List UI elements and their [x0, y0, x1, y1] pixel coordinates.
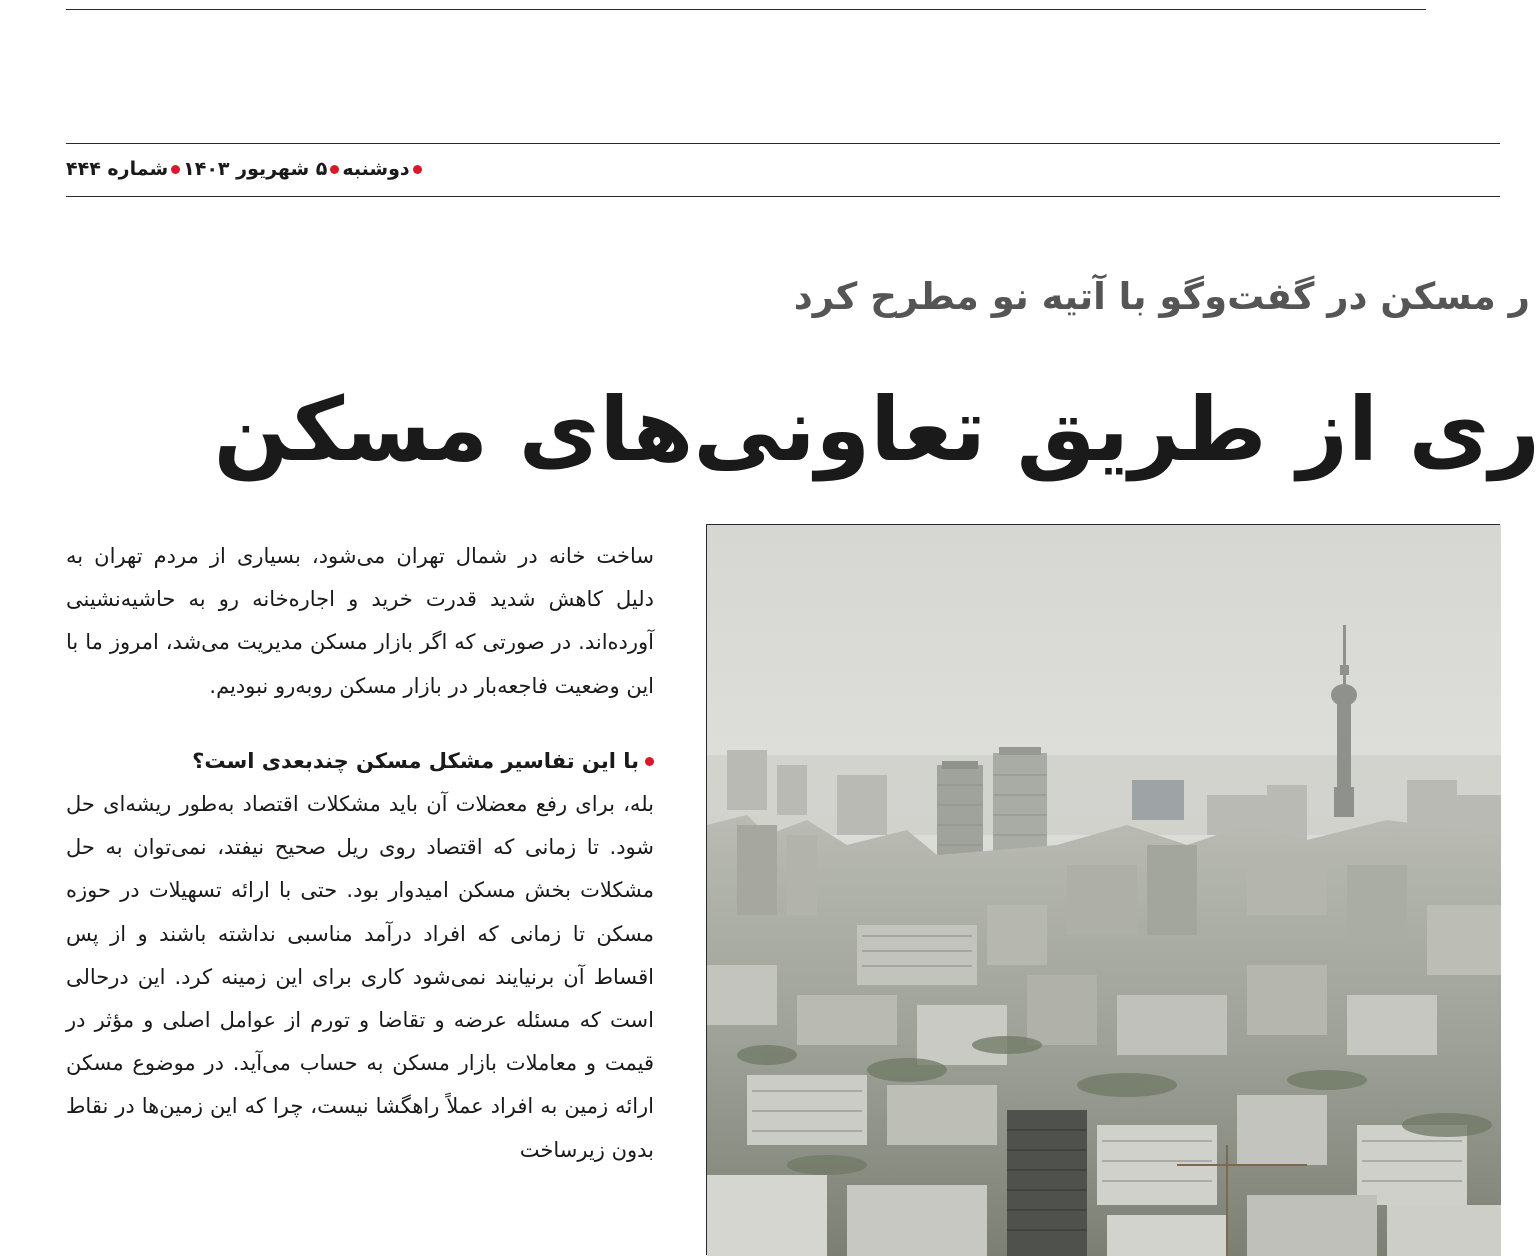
dateline — [66, 152, 446, 186]
dateline-day: دوشنبه — [342, 158, 410, 180]
city-skyline-image — [707, 525, 1501, 1256]
bullet-dot-icon — [171, 165, 180, 174]
header-rule-lower — [66, 196, 1500, 197]
bullet-dot-icon — [413, 165, 422, 174]
article-kicker: ر مسکن در گفت‌وگو با آتیه نو مطرح کرد — [793, 275, 1530, 318]
article-headline: ری از طریق تعاونی‌های مسکن — [213, 378, 1540, 481]
bullet-dot-icon — [330, 165, 339, 174]
interview-question-text: با این تفاسیر مشکل مسکن چندبعدی است؟ — [192, 748, 639, 773]
top-rule — [66, 9, 1426, 10]
interview-question — [66, 740, 654, 783]
article-photo — [706, 524, 1500, 1255]
body-paragraph: بله، برای رفع معضلات آن باید مشکلات اقتصاد به‌طور ریشه‌ای حل شود. تا زمانی که اقتصاد روی ریل صحیح نیفتد، نمی‌توان به حل مشکلات بخش مسکن امیدوار بود. حتی با ارائه تسهیلات در حوزه مسکن تا زمانی که افراد درآمد مناسبی نداشته باشند و از پس اقساط آن برنیایند نمی‌شود کاری برای این زمینه کرد. این درحالی است که مسئله عرضه و تقاضا و تورم از عوامل اصلی و مؤثر در قیمت و معاملات بازار مسکن به حساب می‌آید. در موضوع مسکن ارائه زمین به افراد عملاً راهگشا نیست، چرا که این زمین‌ها در نقاط بدون زیرساخت — [66, 792, 654, 1162]
article-body-column — [66, 535, 654, 1255]
header-rule-upper — [66, 143, 1500, 144]
bullet-dot-icon — [645, 757, 654, 766]
dateline-issue: شماره ۴۴۴ — [66, 158, 169, 180]
body-paragraph: ساخت خانه در شمال تهران می‌شود، بسیاری از مردم تهران به دلیل کاهش شدید قدرت خرید و اجاره‌خانه رو به حاشیه‌نشینی آورده‌اند. در صورتی که اگر بازار مسکن مدیریت می‌شد، امروز ما با این وضعیت فاجعه‌بار در بازار مسکن روبه‌رو نبودیم. — [66, 544, 654, 698]
dateline-date: ۵ شهریور ۱۴۰۳ — [183, 158, 328, 180]
